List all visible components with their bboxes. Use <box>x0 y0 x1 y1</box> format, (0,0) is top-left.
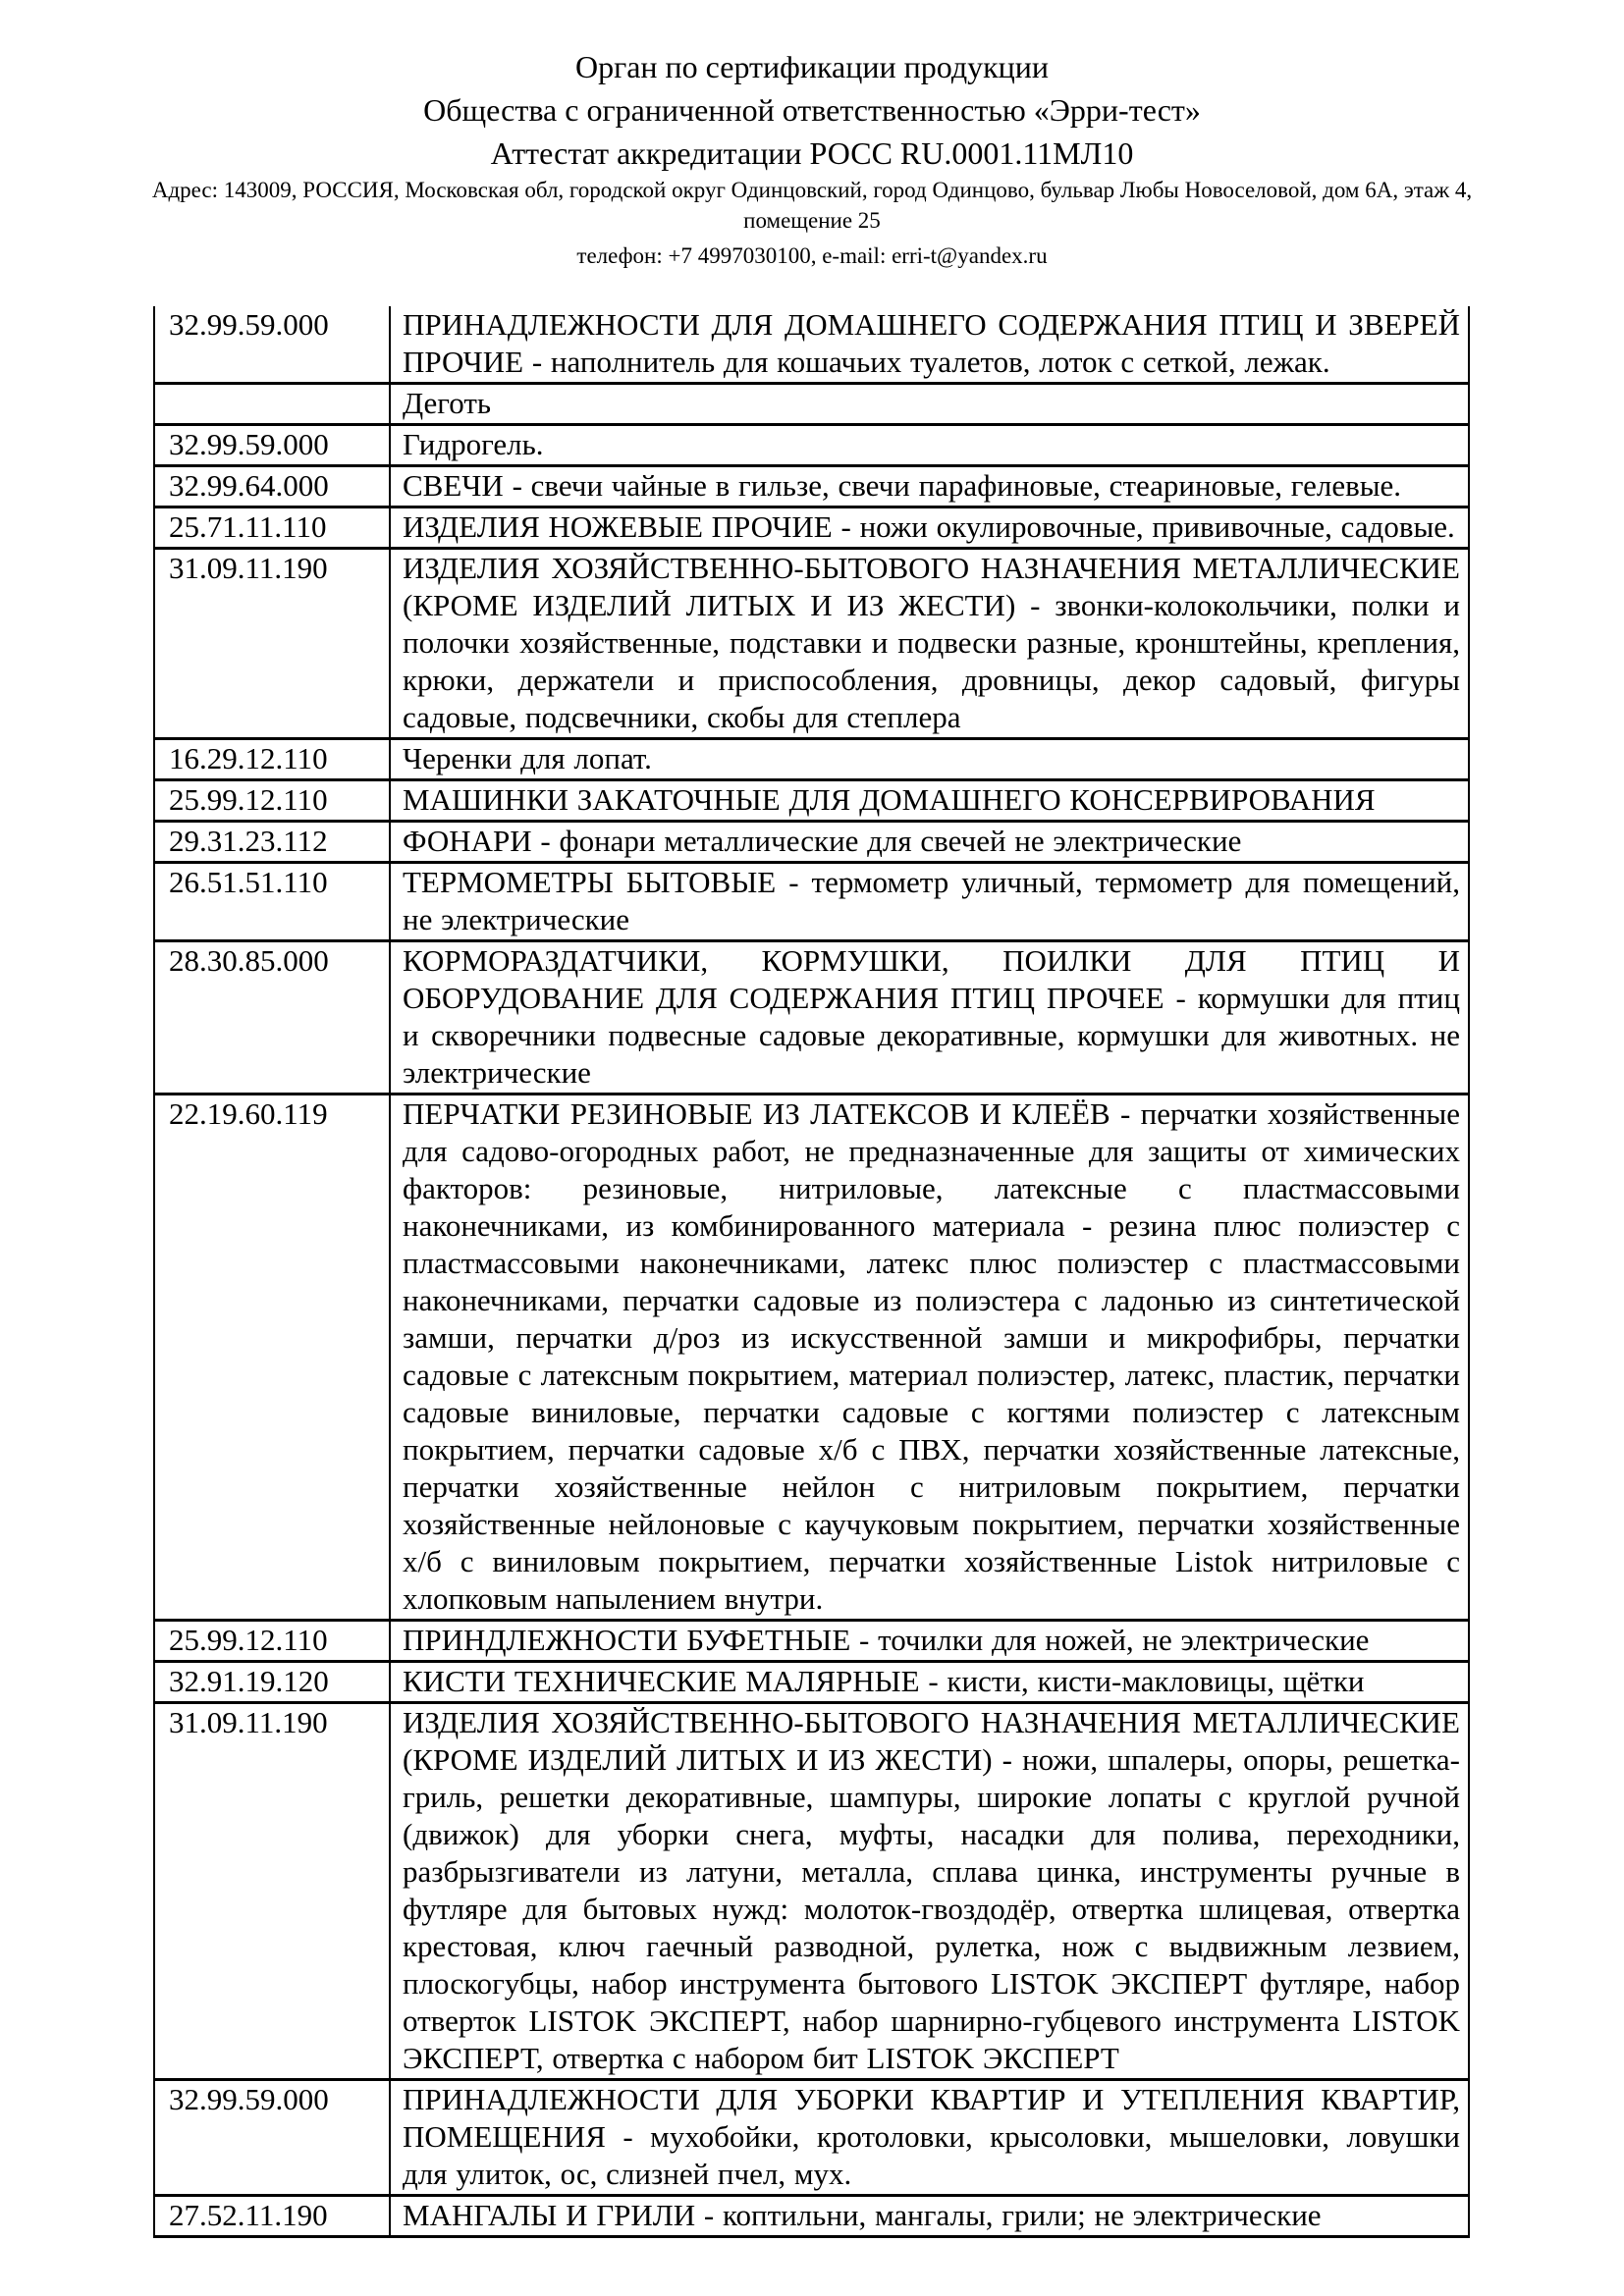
table-row <box>154 2196 1469 2237</box>
product-description-cell: СВЕЧИ - свечи чайные в гильзе, свечи парафиновые, стеариновые, гелевые. <box>390 466 1469 507</box>
product-code-cell: 32.99.59.000 <box>154 306 390 384</box>
product-code-cell: 31.09.11.190 <box>154 549 390 739</box>
product-description-cell: ИЗДЕЛИЯ ХОЗЯЙСТВЕННО-БЫТОВОГО НАЗНАЧЕНИЯ МЕТАЛЛИЧЕСКИЕ (КРОМЕ ИЗДЕЛИЙ ЛИТЫХ И ИЗ ЖЕСТИ) - ножи, шпалеры, опоры, решетка-гриль, решетки декоративные, шампуры, широкие лопаты с круглой ручной (движок) для уборки снега, муфты, насадки для полива, переходники, разбрызгиватели из латуни, металла, сплава цинка, инструменты ручные в футляре для бытовых нужд: молоток-гвоздодёр, отвертка шлицевая, отвертка крестовая, ключ гаечный разводной, рулетка, нож с выдвижным лезвием, плоскогубцы, набор инструмента бытового LISTOK ЭКСПЕРТ футляре, набор отверток LISTOK ЭКСПЕРТ, набор шарнирно-губцевого инструмента LISTOK ЭКСПЕРТ, отвертка с набором бит LISTOK ЭКСПЕРТ <box>390 1703 1469 2080</box>
table-row <box>154 739 1469 780</box>
product-code-cell: 25.71.11.110 <box>154 507 390 549</box>
product-code-cell: 27.52.11.190 <box>154 2196 390 2237</box>
table-row <box>154 466 1469 507</box>
product-description-cell: МАШИНКИ ЗАКАТОЧНЫЕ ДЛЯ ДОМАШНЕГО КОНСЕРВИРОВАНИЯ <box>390 780 1469 822</box>
product-code-cell: 31.09.11.190 <box>154 1703 390 2080</box>
products-table <box>153 306 1470 2238</box>
table-row <box>154 1662 1469 1703</box>
product-code-cell: 22.19.60.119 <box>154 1095 390 1621</box>
products-table-body <box>154 306 1469 2237</box>
header-org-line1: Орган по сертификации продукции <box>574 49 1050 84</box>
table-row <box>154 549 1469 739</box>
product-description-cell: ИЗДЕЛИЯ ХОЗЯЙСТВЕННО-БЫТОВОГО НАЗНАЧЕНИЯ МЕТАЛЛИЧЕСКИЕ (КРОМЕ ИЗДЕЛИЙ ЛИТЫХ И ИЗ ЖЕСТИ) - звонки-колокольчики, полки и полочки хозяйственные, подставки и подвески разные, кронштейны, крепления, крюки, держатели и приспособления, дровницы, декор садовый, фигуры садовые, подсвечники, скобы для степлера <box>390 549 1469 739</box>
product-code-cell: 25.99.12.110 <box>154 1621 390 1662</box>
table-row <box>154 1095 1469 1621</box>
table-row <box>154 507 1469 549</box>
product-code-cell: 32.91.19.120 <box>154 1662 390 1703</box>
product-description-cell: КИСТИ ТЕХНИЧЕСКИЕ МАЛЯРНЫЕ - кисти, кисти-макловицы, щётки <box>390 1662 1469 1703</box>
product-code-cell <box>154 384 390 425</box>
table-row <box>154 822 1469 863</box>
product-code-cell: 32.99.59.000 <box>154 425 390 466</box>
product-code-cell: 26.51.51.110 <box>154 863 390 941</box>
table-row <box>154 306 1469 384</box>
header-org-line2: Общества с ограниченной ответственностью «Эрри-тест» <box>423 92 1201 128</box>
header-address-line2: помещение 25 <box>743 208 881 233</box>
product-code-cell: 28.30.85.000 <box>154 941 390 1095</box>
table-row <box>154 425 1469 466</box>
header-address-line1: Адрес: 143009, РОССИЯ, Московская обл, городской округ Одинцовский, город Одинцово, бульвар Любы Новоселовой, дом 6А, этаж 4, <box>151 178 1473 202</box>
product-description-cell: ПРИНДЛЕЖНОСТИ БУФЕТНЫЕ - точилки для ножей, не электрические <box>390 1621 1469 1662</box>
product-description-cell: КОРМОРАЗДАТЧИКИ, КОРМУШКИ, ПОИЛКИ ДЛЯ ПТИЦ И ОБОРУДОВАНИЕ ДЛЯ СОДЕРЖАНИЯ ПТИЦ ПРОЧЕЕ - кормушки для птиц и скворечники подвесные садовые декоративные, кормушки для животных. не электрические <box>390 941 1469 1095</box>
product-description-cell: ПЕРЧАТКИ РЕЗИНОВЫЕ ИЗ ЛАТЕКСОВ И КЛЕЁВ - перчатки хозяйственные для садово-огородных работ, не предназначенные для защиты от химических факторов: резиновые, нитриловые, латексные с пластмассовыми наконечниками, из комбинированного материала - резина плюс полиэстер с пластмассовыми наконечниками, латекс плюс полиэстер с пластмассовыми наконечниками, перчатки садовые из полиэстера с ладонью из синтетической замши, перчатки д/роз из искусственной замши и микрофибры, перчатки садовые с латексным покрытием, материал полиэстер, латекс, пластик, перчатки садовые виниловые, перчатки садовые с когтями полиэстер с латексным покрытием, перчатки садовые х/б с ПВХ, перчатки хозяйственные латексные, перчатки хозяйственные нейлон с нитриловым покрытием, перчатки хозяйственные нейлоновые с каучуковым покрытием, перчатки хозяйственные х/б с виниловым покрытием, перчатки хозяйственные Listok нитриловые с хлопковым напылением внутри. <box>390 1095 1469 1621</box>
product-code-cell: 16.29.12.110 <box>154 739 390 780</box>
table-row <box>154 941 1469 1095</box>
table-row <box>154 863 1469 941</box>
table-row <box>154 1703 1469 2080</box>
table-row <box>154 780 1469 822</box>
product-description-cell: ТЕРМОМЕТРЫ БЫТОВЫЕ - термометр уличный, термометр для помещений, не электрические <box>390 863 1469 941</box>
product-description-cell: Деготь <box>390 384 1469 425</box>
product-description-cell: ПРИНАДЛЕЖНОСТИ ДЛЯ ДОМАШНЕГО СОДЕРЖАНИЯ ПТИЦ И ЗВЕРЕЙ ПРОЧИЕ - наполнитель для кошачьих туалетов, лоток с сеткой, лежак. <box>390 306 1469 384</box>
table-row <box>154 2080 1469 2196</box>
product-description-cell: ИЗДЕЛИЯ НОЖЕВЫЕ ПРОЧИЕ - ножи окулировочные, прививочные, садовые. <box>390 507 1469 549</box>
product-description-cell: Черенки для лопат. <box>390 739 1469 780</box>
product-description-cell: ФОНАРИ - фонари металлические для свечей не электрические <box>390 822 1469 863</box>
product-description-cell: Гидрогель. <box>390 425 1469 466</box>
product-code-cell: 25.99.12.110 <box>154 780 390 822</box>
header-accreditation: Аттестат аккредитации РОСС RU.0001.11МЛ10 <box>490 135 1134 171</box>
document-header <box>0 0 1624 271</box>
product-code-cell: 32.99.59.000 <box>154 2080 390 2196</box>
product-description-cell: ПРИНАДЛЕЖНОСТИ ДЛЯ УБОРКИ КВАРТИР И УТЕПЛЕНИЯ КВАРТИР, ПОМЕЩЕНИЯ - мухобойки, кротоловки, крысоловки, мышеловки, ловушки для улиток, ос, слизней пчел, мух. <box>390 2080 1469 2196</box>
product-description-cell: МАНГАЛЫ И ГРИЛИ - коптильни, мангалы, грили; не электрические <box>390 2196 1469 2237</box>
table-row <box>154 1621 1469 1662</box>
table-row <box>154 384 1469 425</box>
product-code-cell: 29.31.23.112 <box>154 822 390 863</box>
header-contact: телефон: +7 4997030100, e-mail: erri-t@yandex.ru <box>576 243 1048 268</box>
product-code-cell: 32.99.64.000 <box>154 466 390 507</box>
